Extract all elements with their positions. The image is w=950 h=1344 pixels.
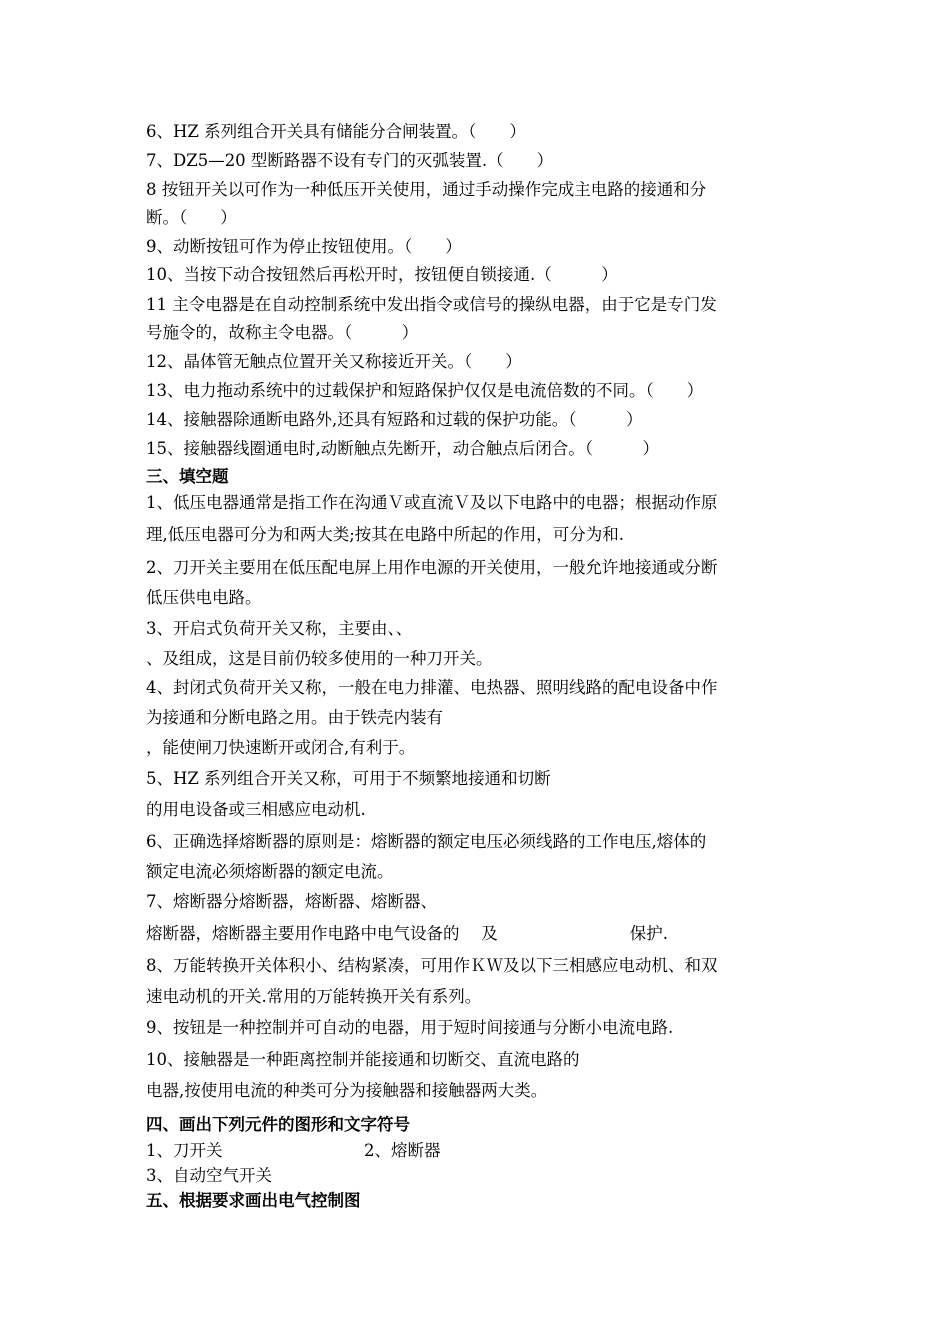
fill-item: 2、刀开关主要用在低压配电屏上用作电源的开关使用，一般允许地接通或分断 (146, 558, 718, 577)
section-heading-fill-in: 三、填空题 (146, 467, 229, 486)
fill-item-continued: 低压供电电路。 (146, 588, 262, 607)
judgement-item: 15、接触器线圈通电时,动断触点先断开，动合触点后闭合。（ ） (146, 439, 659, 458)
fill-item-continued: ，能使闸刀快速断开或闭合,有利于。 (146, 738, 416, 757)
judgement-item: 6、HZ 系列组合开关具有储能分合闸装置。（ ） (146, 122, 526, 141)
fill-item: 7、熔断器分熔断器，熔断器、熔断器、 (146, 892, 437, 911)
judgement-item-continued: 断。（ ） (146, 208, 237, 227)
fill-item: 6、正确选择熔断器的原则是：熔断器的额定电压必须线路的工作电压,熔体的 (146, 832, 707, 851)
fill-item: 3、开启式负荷开关又称，主要由、、 (146, 619, 413, 638)
fill-item-continued: 电器,按使用电流的种类可分为接触器和接触器两大类。 (146, 1081, 548, 1100)
judgement-item: 12、晶体管无触点位置开关又称接近开关。（ ） (146, 352, 522, 371)
fill-item: 9、按钮是一种控制并可自动的电器，用于短时间接通与分断小电流电路. (146, 1018, 674, 1037)
draw-item-knife-switch: 1、刀开关 (146, 1141, 223, 1160)
fill-item-continued: 速电动机的开关.常用的万能转换开关有系列。 (146, 987, 482, 1006)
fill-item-continued: 的用电设备或三相感应电动机. (146, 800, 366, 819)
section-heading-draw-symbols: 四、画出下列元件的图形和文字符号 (146, 1115, 410, 1134)
draw-item-air-switch: 3、自动空气开关 (146, 1166, 272, 1185)
judgement-item: 8 按钮开关以可作为一种低压开关使用，通过手动操作完成主电路的接通和分 (146, 180, 707, 199)
fill-item: 5、HZ 系列组合开关又称，可用于不频繁地接通和切断 (146, 769, 551, 788)
section-heading-control-diagram: 五、根据要求画出电气控制图 (146, 1191, 361, 1210)
judgement-item: 7、DZ5—20 型断路器不设有专门的灭弧装置.（ ） (146, 151, 554, 170)
fill-item-continued: 熔断器，熔断器主要用作电路中电气设备的 及 保护. (146, 924, 668, 943)
judgement-item: 10、当按下动合按钮然后再松开时，按钮便自锁接通.（ ） (146, 265, 618, 284)
judgement-item-continued: 号施令的，故称主令电器。（ ） (146, 323, 419, 342)
judgement-item: 14、接触器除通断电路外,还具有短路和过载的保护功能。（ ） (146, 410, 643, 429)
fill-item-continued: 为接通和分断电路之用。由于铁壳内装有 (146, 708, 443, 727)
fill-item-continued: 理,低压电器可分为和两大类;按其在电路中所起的作用，可分为和. (146, 525, 625, 544)
draw-item-fuse: 2、熔断器 (364, 1141, 441, 1160)
fill-item: 1、低压电器通常是指工作在沟通Ｖ或直流Ｖ及以下电路中的电器；根据动作原 (146, 493, 718, 512)
judgement-item: 9、动断按钮可作为停止按钮使用。（ ） (146, 237, 462, 256)
fill-item: 4、封闭式负荷开关又称，一般在电力排灌、电热器、照明线路的配电设备中作 (146, 678, 718, 697)
fill-item: 10、接触器是一种距离控制并能接通和切断交、直流电路的 (146, 1050, 580, 1069)
fill-item-continued: 、及组成，这是目前仍较多使用的一种刀开关。 (146, 649, 493, 668)
fill-item: 8、万能转换开关体积小、结构紧凑，可用作ＫＷ及以下三相感应电动机、和双 (146, 956, 718, 975)
fill-item-continued: 额定电流必须熔断器的额定电流。 (146, 862, 394, 881)
judgement-item: 13、电力拖动系统中的过载保护和短路保护仅仅是电流倍数的不同。（ ） (146, 381, 704, 400)
judgement-item: 11 主令电器是在自动控制系统中发出指令或信号的操纵电器，由于它是专门发 (146, 295, 717, 314)
